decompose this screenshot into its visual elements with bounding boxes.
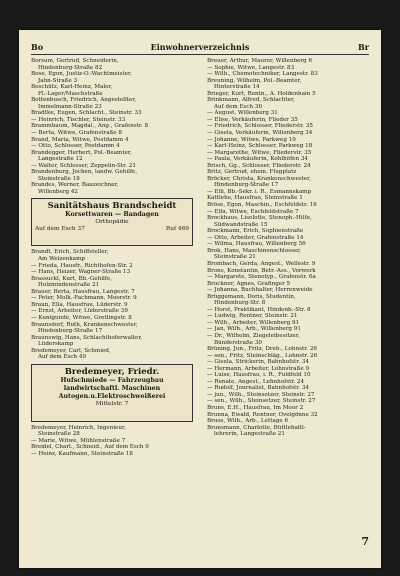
directory-entry: Brandes, Werner, Bauzeichner, xyxy=(31,182,119,189)
advert-sanitaetshaus xyxy=(31,198,193,246)
directory-entry: — Heinrich, Tischler, Steinstr. 33 xyxy=(31,116,126,123)
directory-entry: Hindenburg-Straße 17 xyxy=(38,328,103,335)
directory-entry: Brassuckl, Kurt, Bb.-Gehilfe, xyxy=(31,275,112,282)
page-header xyxy=(31,42,369,55)
directory-entry: — Hermann, Arbeiter, Lohnstraße 9 xyxy=(207,365,310,372)
directory-entry: Lüderskamp xyxy=(38,341,74,348)
directory-entry: Brons, Konstantin, Betr.-Ass., Vorwerk xyxy=(207,267,316,274)
advert-contact-row xyxy=(35,226,189,233)
header-left: Bo xyxy=(31,42,44,52)
directory-entry: — Walter, Schlosser, Zeppelin-Str. 21 xyxy=(31,162,136,169)
directory-entry: Bredemeyer, Carl, Schmied, xyxy=(31,347,111,354)
directory-entry: — Peter, Molk.-Fachmann, Moorstr. 9 xyxy=(31,295,137,302)
advert-line: landwirtschaftl. Maschinen xyxy=(63,384,161,392)
directory-entry: — Renate, Angest., Lehnhofstr. 24 xyxy=(207,378,305,385)
directory-entry: Steinstraße 28 xyxy=(38,431,80,438)
directory-entry: Brauer, Berta, Hausfrau, Langestr. 7 xyxy=(31,288,135,295)
directory-entry: Bredemeyer, Heinrich, Ingenieur, xyxy=(31,424,126,431)
directory-entry: Steinstraße 18 xyxy=(38,175,80,182)
directory-entry: Brieger, Kurt, Rentn., A. Holdenhain 5 xyxy=(207,90,316,97)
directory-entry: — Sophie, Witwe, Langestr. 83 xyxy=(207,64,295,71)
directory-entry: Bröcker, Christa, Krankenschwester, xyxy=(207,175,312,182)
advert-title: Sanitätshaus Brandscheidt xyxy=(47,201,177,212)
directory-entry: — Johanna, Buchhalter, Herrenweide xyxy=(207,287,313,294)
directory-entry: — Elli, Bb.-Sekr. i. R., Esmannskamp xyxy=(207,188,312,195)
left-column xyxy=(31,58,193,458)
directory-entry: Langestraße 12 xyxy=(38,156,83,163)
directory-entry: — August, Willenberg 31 xyxy=(207,110,278,117)
directory-entry: Südwandstraße 15 xyxy=(214,221,268,228)
directory-entry: — sen., Wilh., Steinsetzer, Steinstr. 27 xyxy=(207,398,316,405)
directory-entry: Brüggemann, Doris, Studentin, xyxy=(207,293,296,300)
directory-entry: — Otto, Arbeiter, Grafenstraße 14 xyxy=(207,234,304,241)
directory-entry: Bruns, E.H., Hausfrau, Im Moor 2 xyxy=(207,404,304,411)
entries-block-bottom xyxy=(31,425,193,458)
directory-entry: — Margarete, Stenotyp., Grafenstr. 6a xyxy=(207,274,316,281)
directory-entry: Brok, Hans, Maschinenschlosser, xyxy=(207,247,301,254)
advert-phone: Ruf 469 xyxy=(165,226,189,233)
directory-entry: — Elise, Verkäuferin, Flieder 35 xyxy=(207,116,298,123)
directory-entry: — Margarethe, Witwe, Fliederstr. 35 xyxy=(207,149,312,156)
directory-entry: Brandegger, Herbert, Pol.-Beamter, xyxy=(31,149,132,156)
directory-entry: Brockmann, Erich, Sophienstraße xyxy=(207,228,304,235)
directory-entry: — Luise, Hausfrau, i. R., Fuldfeld 10 xyxy=(207,372,311,379)
directory-entry: Borsum, Gertrud, Schneiderin, xyxy=(31,58,119,64)
directory-entry: Braun, Ella, Hausfrau, Lüderstr. 9 xyxy=(31,301,128,308)
directory-entry: — Paula, Verkäuferin, Kohlhöfen 34 xyxy=(207,156,308,163)
advert-address: Auf dem Esch 37 xyxy=(35,226,85,233)
directory-entry: Auf dem Esch 49 xyxy=(38,354,87,361)
directory-entry: Breidel, Charl., Schneid., Auf dem Esch 9 xyxy=(31,444,149,451)
directory-entry: Bruse, Wilh., Arb., Lettage 6 xyxy=(207,418,289,425)
directory-entry: — Gisela, Verkäuferin, Willenberg 34 xyxy=(207,130,313,137)
directory-entry: Brand, Maria, Witwe, Postdamm 4 xyxy=(31,136,129,143)
directory-entry: — jun., Wilh., Steinsetzer, Steinstr. 27 xyxy=(207,391,315,398)
directory-entry: — Karl-Heinz, Schlosser, Parkweg 18 xyxy=(207,143,313,150)
entries-block-top xyxy=(31,58,193,195)
directory-entry: — Elfa, Witwe, Eschfeldstraße 7 xyxy=(207,208,299,215)
directory-entry: Brisch, Gg., Schlosser, Fliederstr. 24 xyxy=(207,162,311,169)
header-title: Einwohnerverzeichnis xyxy=(150,42,250,52)
directory-entry: — Heinz, Kaufmann, Steinstraße 18 xyxy=(31,450,133,457)
directory-entry: — Friedrich, Schlosser, Fliederstr. 35 xyxy=(207,123,313,130)
directory-entry: Am Weizenkamp xyxy=(38,256,85,263)
directory-entry: Willenberg 42 xyxy=(38,188,78,195)
directory-entry: Brockhaus, Liselotte, Stenoph.-Hilfe, xyxy=(207,215,312,222)
directory-entry: — Wilh., Chemotechniker, Langestr. 83 xyxy=(207,71,318,78)
directory-entry: Brinkmann, Alfred, Schlachter, xyxy=(207,97,295,104)
directory-entry: Holzmindenstraße 21 xyxy=(38,282,100,289)
directory-entry: — Wilh., Arbeiter, Willenberg 91 xyxy=(207,319,300,326)
directory-entry: lehrerin, Langestraße 21 xyxy=(214,431,285,438)
directory-entry: — Rudolf, Journalist, Bahnhofstr. 34 xyxy=(207,385,309,392)
directory-entry: — Ludwig, Rentner, Steinstr. 21 xyxy=(207,313,298,320)
directory-entry: Britz, Gertrud, ehem. Flugplatz xyxy=(207,169,297,176)
directory-entry: Breuning, Wilhelm, Pol.-Beamter, xyxy=(207,77,302,84)
right-column xyxy=(207,58,369,438)
advert-line: Orthopädie xyxy=(95,219,129,226)
directory-entry: — Johanne, Witwe, Parkweg 19 xyxy=(207,136,296,143)
directory-entry: Boschütz, Karl-Heinz, Maler, xyxy=(31,84,113,91)
directory-entry: — Ernst, Arbeiter, Lüderstraße 39 xyxy=(31,308,128,315)
directory-entry: — Jan, Wilh., Arb., Willenberg 91 xyxy=(207,326,301,333)
directory-entry: — Dr., Wilhelm, Ziegeleibesitzer, xyxy=(207,332,300,339)
directory-entry: — Horst, Praktikant, Hindenb.-Str. 8 xyxy=(207,306,311,313)
directory-entry: Bradtke, Eugen, Schlacht., Steinstr. 33 xyxy=(31,110,142,117)
directory-entry: Brandt, Erich, Schiffsteller, xyxy=(31,249,109,256)
directory-entry: — Frieda, Hausfr., Richthofen-Str. 2 xyxy=(31,262,133,269)
directory-entry: Hinterstraße 14 xyxy=(214,84,260,91)
directory-entry: Braunswig, Hans, Schlachthoferwalter, xyxy=(31,334,143,341)
advert-bredemeyer xyxy=(31,364,193,422)
directory-entry: Brüning, Jun., Fritz, Dreh., Lohnstr. 26 xyxy=(207,346,317,353)
directory-entry: Brunsmann, Charlotte, Büttlehaltl- xyxy=(207,424,306,431)
directory-entry: — Otto, Schlosser, Postdamm 4 xyxy=(31,143,120,150)
directory-entry: Brammbaum, Magdal., Ang., Grafenstr. 8 xyxy=(31,123,149,130)
advert-line: Hufschmiede — Fahrzeugbau xyxy=(60,376,164,384)
advert-title: Bredemeyer, Friedr. xyxy=(64,366,160,377)
directory-page xyxy=(19,30,381,568)
directory-entry: Brandenburg, Jochen, landw. Gehilfe, xyxy=(31,169,138,176)
directory-entry: — sen., Fritz, Steinschläg., Lohnstr. 26 xyxy=(207,352,318,359)
directory-entry: Hindenburg-Straße 17 xyxy=(214,182,279,189)
directory-entry: Hindenburg-Str. 8 xyxy=(214,300,266,307)
directory-entry: Kattlehe, Hausfrau, Steinstraße 1 xyxy=(207,195,303,202)
directory-entry: Brombach, Gerda, Angest., Wellestr. 9 xyxy=(207,260,316,267)
directory-entry: Auf dem Esch 30 xyxy=(214,103,263,110)
page-number: 7 xyxy=(361,535,369,548)
directory-entry: — Kunigunde, Witwe, Gretlingstr. 8 xyxy=(31,314,132,321)
directory-entry: — Berta, Witwe, Grafenstraße 8 xyxy=(31,130,122,137)
directory-entry: — Wilma, Hausfrau, Willenberg 56 xyxy=(207,241,306,248)
directory-entry: — Hans, Heizer, Wagner-Straße 13 xyxy=(31,269,131,276)
directory-entry: Steinstraße 21 xyxy=(214,254,256,261)
advert-address: Mittelstr. 7 xyxy=(95,400,129,407)
directory-entry: Bünderstraße 30 xyxy=(214,339,262,346)
header-right: Br xyxy=(358,42,369,52)
advert-line: Korsettwaren — Bandagen xyxy=(65,211,159,219)
directory-entry: Braunsdorf, Ruth, Krankenschwester, xyxy=(31,321,138,328)
directory-entry: Breuer, Arthur, Maurer, Willenberg 6 xyxy=(207,58,313,64)
directory-entry: Bröse, Egon, Maschin., Eschfeldstr. 16 xyxy=(207,202,317,209)
directory-entry: Jahn-Straße 3 xyxy=(38,77,78,84)
directory-entry: Hindenburg-Straße 82 xyxy=(38,64,103,71)
directory-entry: Bottenbusch, Friedrich, Angestellter, xyxy=(31,97,137,104)
directory-entry: Brunna, Ewald, Rentner, Ovelgönne 32 xyxy=(207,411,318,418)
directory-entry: Bose, Egon, Justiz-O.-Wachtmeister, xyxy=(31,71,132,78)
directory-entry: Fl.-Lager/Maschstraße xyxy=(38,90,103,97)
directory-entry: — Marie, Witwe, Mühlenstraße 7 xyxy=(31,437,126,444)
directory-entry: Immelmann-Straße 23 xyxy=(38,103,102,110)
directory-entry: — Gisela, Strickerin, Bahnhofstr. 34 xyxy=(207,359,310,366)
advert-line: Autogen.u.Elektroschweißerei xyxy=(58,392,166,400)
directory-entry: Bruckner, Agnes, Grafinger 5 xyxy=(207,280,291,287)
entries-block-middle xyxy=(31,249,193,360)
